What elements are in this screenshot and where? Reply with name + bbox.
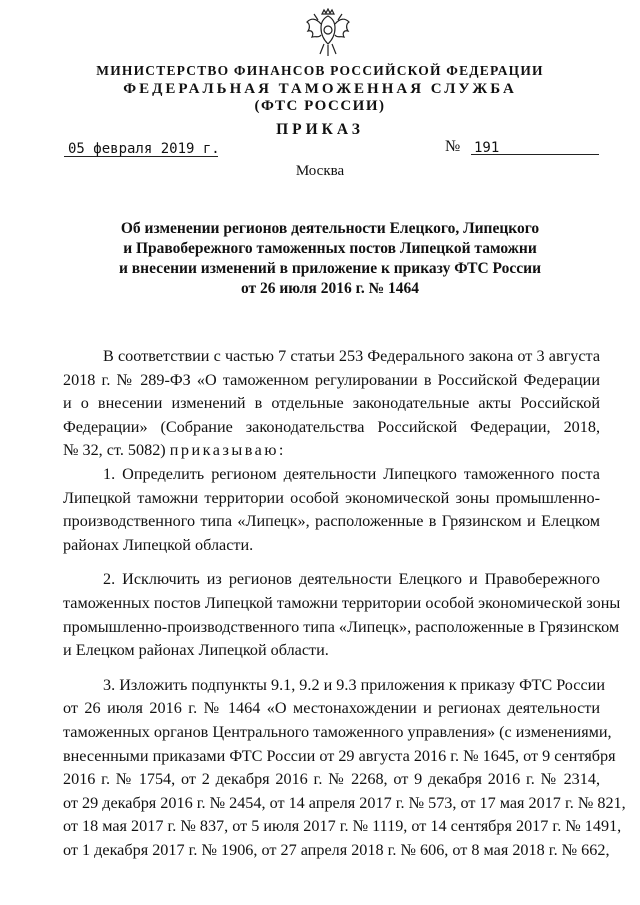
text-line: от 1 декабря 2017 г. № 1906, от 27 апреля 2018 г. № 606, от 8 мая 2018 г. № 662, (63, 840, 610, 859)
order-number: 191 (474, 140, 500, 156)
text-line: промышленно-производственного типа «Липецк», расположенные в Грязинском (63, 617, 620, 636)
title-line: от 26 июля 2016 г. № 1464 (240, 280, 420, 297)
text-line: 2. Исключить из регионов деятельности Елецкого и Правобережного (103, 570, 600, 589)
title-line: и внесении изменений в приложение к приказу ФТС России (118, 260, 541, 277)
text-line: районах Липецкой области. (63, 535, 254, 554)
order-verb: приказываю: (169, 441, 286, 460)
text-line (63, 439, 600, 463)
document-body (63, 345, 626, 862)
text-line: производственного типа «Липецк», расположенные в Грязинском и Елецком (63, 512, 600, 531)
text-fragment: № 32, ст. 5082) (63, 441, 166, 460)
order-number-label: № (445, 138, 461, 155)
coat-of-arms-emblem (304, 8, 352, 58)
text-line: таможенных постов Липецкой таможни территории особой экономической зоны (63, 593, 621, 612)
order-date: 05 февраля 2019 г. (68, 141, 220, 157)
text-line: от 18 мая 2017 г. № 837, от 5 июля 2017 г. № 1119, от 14 сентября 2017 г. № 1491, (63, 817, 622, 836)
text-line: В соответствии с частью 7 статьи 253 Федерального закона от 3 августа (103, 347, 600, 365)
text-line: Федерации» (Собрание законодательства Российской Федерации, 2018, (63, 417, 600, 436)
paragraph-item-1 (63, 463, 600, 557)
title-line: и Правобережного таможенных постов Липецкой таможни (123, 240, 537, 257)
text-line: 1. Определить регионом деятельности Липецкого таможенного поста (103, 464, 600, 483)
text-line: внесенными приказами ФТС России от 29 августа 2016 г. № 1645, от 9 сентября (63, 746, 616, 765)
paragraph-preamble (63, 345, 600, 463)
text-line: от 29 декабря 2016 г. № 2454, от 14 апреля 2017 г. № 573, от 17 мая 2017 г. № 821, (63, 793, 626, 812)
text-line: и Елецком районах Липецкой области. (63, 641, 329, 660)
text-line: 2018 г. № 289-ФЗ «О таможенном регулировании в Российской Федерации (63, 370, 600, 389)
title-line: Об изменении регионов деятельности Елецкого, Липецкого (120, 220, 540, 237)
service-name: ФЕДЕРАЛЬНАЯ ТАМОЖЕННАЯ СЛУЖБА (123, 81, 517, 97)
paragraph-item-3 (63, 674, 626, 863)
text-line: и о внесении изменений в отдельные законодательные акты Российской (63, 394, 600, 413)
service-short-name: (ФТС РОССИИ) (254, 98, 386, 114)
document-title (105, 219, 555, 299)
text-line: Липецкой таможни территории особой экономической зоны промышленно- (63, 488, 600, 507)
date-underline (64, 156, 218, 157)
text-line: от 26 июля 2016 г. № 1464 «О местонахождении и регионах деятельности (63, 699, 600, 718)
ministry-name: МИНИСТЕРСТВО ФИНАНСОВ РОССИЙСКОЙ ФЕДЕРАЦИИ (96, 63, 544, 78)
number-underline (471, 154, 599, 155)
document-type: ПРИКАЗ (276, 121, 364, 138)
paragraph-item-2 (63, 568, 621, 662)
text-line: таможенных органов Центрального таможенного управления» (с изменениями, (63, 722, 612, 741)
city: Москва (295, 163, 345, 179)
text-line: 2016 г. № 1754, от 2 декабря 2016 г. № 2268, от 9 декабря 2016 г. № 2314, (63, 770, 600, 789)
text-line: 3. Изложить подпункты 9.1, 9.2 и 9.3 приложения к приказу ФТС России (103, 675, 605, 694)
